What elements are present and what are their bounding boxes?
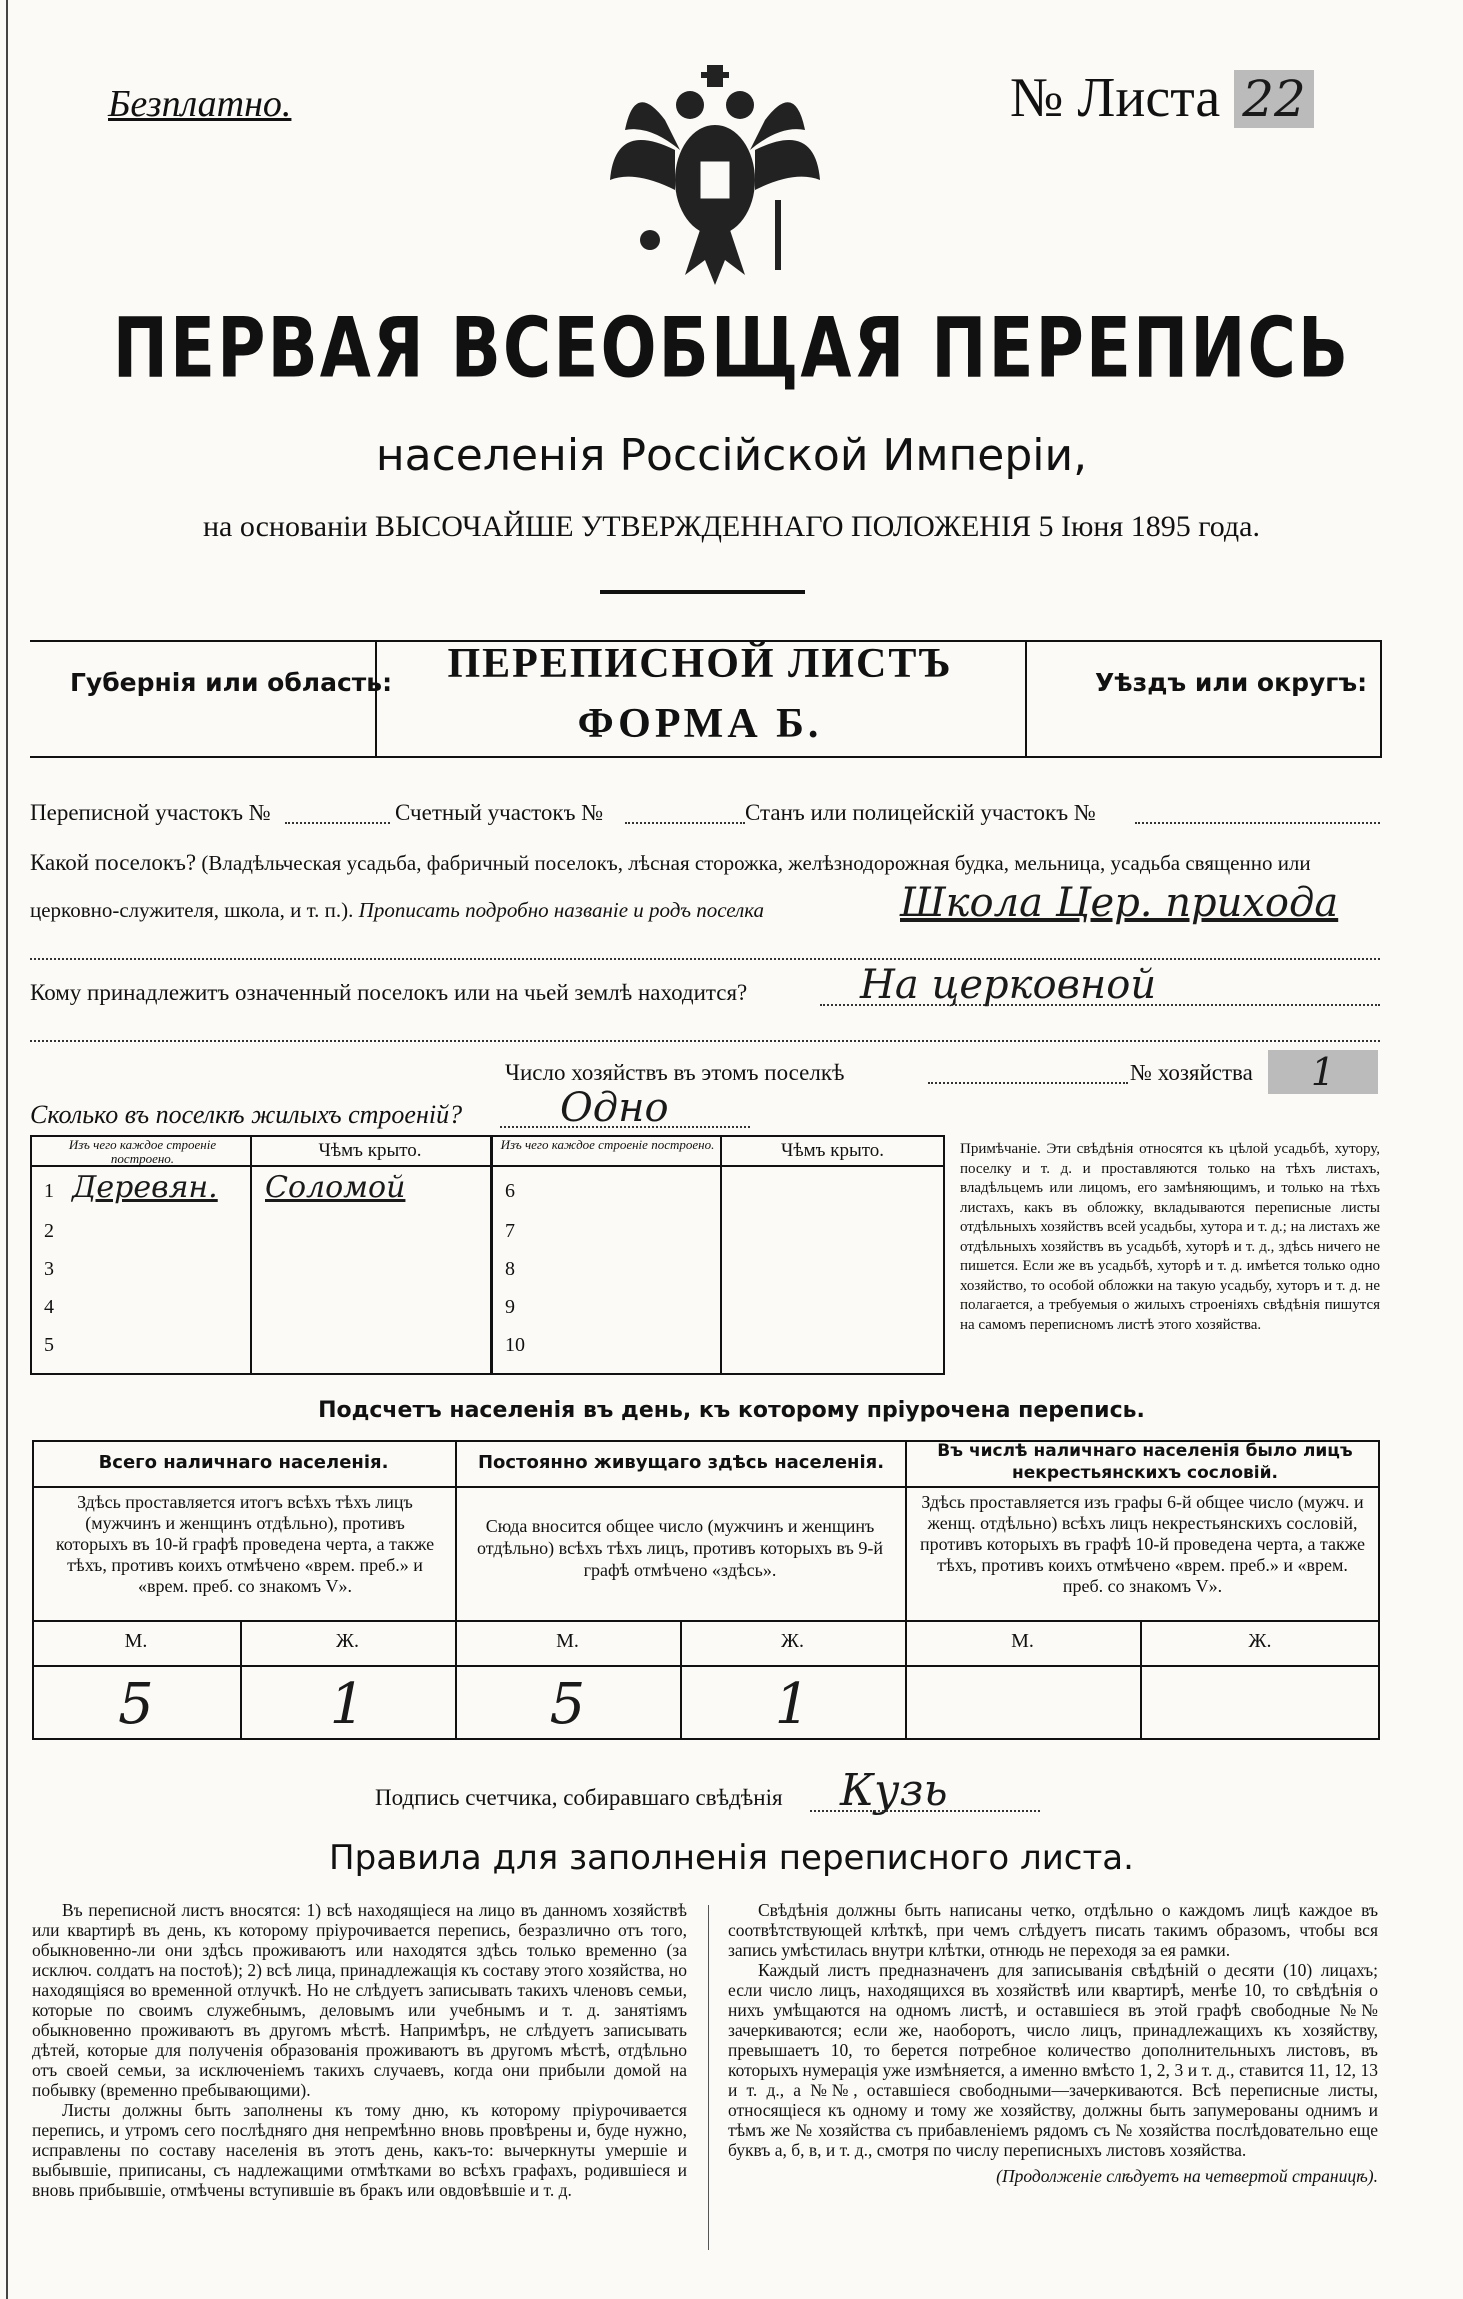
owner-dots — [820, 1004, 1380, 1006]
free-label: Безплатно. — [108, 83, 292, 125]
rules-left-paragraph-2: Листы должны быть заполнены къ тому дню, къ которому пріурочивается перепись, и утромъ сего послѣдняго дня непремѣнно вновь провѣрены и, буде нужно, исправлены по составу населенія въ этотъ день, какъ-то: вычеркнуты умершіе и выбывшіе, приписаны, съ надлежащими отмѣтками во всѣхъ графахъ, родившіеся и вновь прибывшіе, отмѣчены вступившіе въ бракъ или овдовѣвшіе и т. д. — [32, 2100, 687, 2200]
census-section-label: Переписной участокъ № — [30, 800, 271, 825]
population-col1-text: Здѣсь проставляется итогъ всѣхъ тѣхъ лицъ (мужчинъ и женщинъ отдѣльно), противъ которыхъ въ 10-й графѣ проведена черта, а также тѣхъ, противъ коихъ отмѣчено «врем. преб.» и «врем. преб. со знакомъ V». — [55, 1492, 435, 1596]
population-f-label: Ж. — [781, 1630, 804, 1652]
population-m-label: М. — [124, 1630, 148, 1652]
settlement-value: Школа Цер. прихода — [900, 880, 1339, 926]
buildings-row-number: 5 — [44, 1334, 54, 1356]
buildings-row-number: 7 — [505, 1220, 515, 1242]
household-no-value: 1 — [1268, 1050, 1378, 1094]
page-title: ПЕРВАЯ ВСЕОБЩАЯ ПЕРЕПИСЬ — [112, 300, 1351, 397]
population-mf-bottom-line — [32, 1665, 1380, 1667]
rules-right-paragraph-1: Свѣдѣнія должны быть написаны четко, отдѣльно о каждомъ лицѣ каждое въ соотвѣтствующей клѣткѣ, при чемъ слѣдуетъ писать такимъ образомъ, чтобы вся запись умѣстилась внутри клѣтки, отнюдь не переходя за ея рамки. — [728, 1900, 1378, 1960]
settlement-line-2-dots — [30, 958, 1380, 960]
count-section-dots — [625, 822, 745, 824]
buildings-row-number: 1 — [44, 1180, 54, 1202]
buildings-material-value: Деревян. — [72, 1170, 218, 1205]
buildings-row-number: 6 — [505, 1180, 515, 1202]
rules-title: Правила для заполненія переписного листа. — [329, 1838, 1134, 1878]
buildings-col-material-left: Изъ чего каждое строеніе построено. — [68, 1137, 217, 1166]
buildings-row-number: 4 — [44, 1296, 54, 1318]
households-label: Число хозяйствъ въ этомъ поселкѣ — [505, 1060, 845, 1085]
settlement-question-label: Какой поселокъ? — [30, 850, 197, 875]
population-col2-text: Сюда вносится общее число (мужчинъ и женщинъ отдѣльно) всѣхъ тѣхъ лицъ, противъ которыхъ въ 9-й графѣ отмѣчено «здѣсь». — [477, 1516, 883, 1580]
rules-continued: (Продолженіе слѣдуетъ на четвертой страницѣ). — [996, 2166, 1378, 2186]
settlement-hint-line-2 — [30, 898, 764, 923]
settlement-question — [30, 850, 1380, 876]
sheet-number-value: 22 — [1234, 70, 1314, 128]
owner-line-2-dots — [30, 1040, 1380, 1042]
form-box-right-edge — [1380, 640, 1382, 758]
note-text: Примѣчаніе. Эти свѣдѣнія относятся къ цѣлой усадьбѣ, хутору, поселку и т. д. и проставляются только на тѣхъ листахъ, владѣльцемъ или лицомъ, его замѣняющимъ, и только на тѣхъ листахъ, какъ въ обложку, вкладываются переписные листы отдѣльныхъ хозяйствъ всей усадьбы, хутора и т. д.; на листахъ же отдѣльныхъ хозяйствъ въ усадьбѣ, хуторѣ и т. д., здѣсь ничего не пишется. Если же въ усадьбѣ, хуторѣ и т. д. имѣется только одно хозяйство, то особой обложки на такую усадьбу, хуторъ и т. д. не полагается, а требуемыя о жилыхъ строеніяхъ свѣдѣнія пишутся на самомъ переписномъ листѣ этого хозяйства. — [960, 1141, 1380, 1333]
sheet-title: ПЕРЕПИСНОЙ ЛИСТЪ — [447, 641, 953, 687]
buildings-table-divider-left — [250, 1135, 252, 1375]
households-dots — [928, 1082, 1128, 1084]
buildings-row-number: 2 — [44, 1220, 54, 1242]
imperial-eagle-emblem — [595, 60, 835, 300]
sheet-number-label — [1010, 66, 1314, 130]
household-no-label: № хозяйства — [1130, 1060, 1253, 1085]
population-f-label: Ж. — [336, 1630, 359, 1652]
rules-right-col — [728, 1900, 1378, 2186]
police-section-label: Станъ или полицейскій участокъ № — [745, 800, 1096, 825]
settlement-hint-3: Прописать подробно названіе и родъ поселка — [358, 898, 765, 922]
population-title-line — [32, 1486, 1380, 1488]
population-resident-male: 5 — [549, 1672, 586, 1737]
population-title: Подсчетъ населенія въ день, къ которому пріурочена перепись. — [318, 1398, 1145, 1423]
population-m-label: М. — [1011, 1630, 1034, 1652]
population-total-male: 5 — [118, 1672, 154, 1737]
page-subtitle: населенія Россійской Имперіи, — [375, 430, 1088, 481]
buildings-table-divider-mid — [490, 1135, 493, 1375]
population-col3-text: Здѣсь проставляется изъ графы 6-й общее число (мужч. и женщ. отдѣльно) всѣхъ лицъ некрестьянскихъ сословій, противъ которыхъ въ графѣ 10-й проведена черта, а также тѣхъ, противъ коихъ отмѣчено «врем. преб.» и «врем. преб. со знакомъ V». — [920, 1492, 1365, 1596]
buildings-col-material-right: Изъ чего каждое строеніе построено. — [500, 1137, 715, 1152]
rules-right-paragraph-2: Каждый листъ предназначенъ для записыванія свѣдѣній о десяти (10) лицахъ; если число лицъ, находящихся въ хозяйствѣ или квартирѣ, менѣе 10, то свѣдѣнія о нихъ умѣщаются на одномъ листѣ, и оставшіеся въ этой графѣ свободные №№ зачеркиваются; если же, наоборотъ, число лицъ, принадлежащихъ къ хозяйству, превышаетъ 10, то берется потребное количество дополнительныхъ листовъ, въ которыхъ нумерація уже измѣняется, а именно вмѣсто 1, 2, 3 и т. д., ставится 11, 12, 13 и т. д., а №№, оставшіеся свободными—зачеркиваются. Всѣ переписные листы, относящіеся къ одному и тому же хозяйству, должны быть запумерованы однимъ и тѣмъ же № хозяйства съ прибавленіемъ рядомъ съ № хозяйства послѣдовательно еще буквъ а, б, в, и т. д., смотря по числу переписныхъ листовъ хозяйства. — [728, 1960, 1378, 2160]
population-resident-female: 1 — [774, 1672, 811, 1737]
population-col1-title: Всего наличнаго населенія. — [98, 1452, 389, 1473]
signature-dots — [810, 1810, 1040, 1812]
form-box-right-divider — [1025, 640, 1027, 758]
settlement-hint-2: церковно-служителя, школа, и т. п.). — [30, 898, 354, 922]
buildings-row-number: 3 — [44, 1258, 54, 1280]
census-section-dots — [285, 822, 390, 824]
count-section-label: Счетный участокъ № — [395, 800, 604, 825]
buildings-value: Одно — [560, 1085, 669, 1131]
header-divider — [600, 590, 805, 594]
settlement-hint-1: (Владѣльческая усадьба, фабричный поселокъ, лѣсная сторожка, желѣзнодорожная будка, мельница, усадьба священно или — [201, 851, 1311, 875]
signature-value: Кузь — [840, 1765, 948, 1816]
owner-value: На церковной — [860, 962, 1157, 1008]
population-m-label: М. — [556, 1630, 579, 1652]
buildings-roof-value: Соломой — [265, 1170, 406, 1205]
buildings-table-divider-right — [720, 1135, 722, 1375]
buildings-row-number: 8 — [505, 1258, 515, 1280]
form-box-bottom — [30, 756, 1380, 758]
sheet-number-label-text: № Листа — [1010, 67, 1221, 129]
buildings-row-number: 9 — [505, 1296, 515, 1318]
rules-column-divider — [708, 1905, 709, 2250]
population-total-female: 1 — [329, 1672, 366, 1737]
buildings-question: Сколько въ поселкѣ жилыхъ строеній? — [30, 1100, 463, 1129]
population-divider-2 — [905, 1440, 907, 1740]
district-label: Уѣздъ или округъ: — [1095, 668, 1368, 697]
population-f-label: Ж. — [1248, 1630, 1272, 1652]
police-section-dots — [1135, 822, 1380, 824]
buildings-col-roof-right: Чѣмъ крыто. — [780, 1140, 885, 1161]
buildings-col-roof-left: Чѣмъ крыто. — [318, 1140, 422, 1161]
form-label: ФОРМА Б. — [577, 701, 823, 747]
buildings-dots — [500, 1126, 750, 1128]
rules-left-paragraph-1: Въ переписной листъ вносятся: 1) всѣ находящіеся на лицо въ данномъ хозяйствѣ или квартирѣ въ день, къ которому пріурочивается перепись, безразлично отъ того, обыкновенно-ли они здѣсь проживаютъ или находятся здѣсь только временно (за исключ. солдатъ на постоѣ); 2) всѣ лица, принадлежащія къ составу этого хозяйства, но находящіяся во временной отлучкѣ. Но не слѣдуетъ записывать такихъ членовъ семьи, которые по своимъ служебнымъ, деловымъ или учебнымъ и т. д. занятіямъ обыкновенно проживаютъ въ другомъ мѣстѣ. Напримѣръ, не слѣдуетъ записывать дѣтей, которые для полученія образованія проживаютъ въ другомъ мѣстѣ, отдѣльно отъ своей семьи, за исключеніемъ такихъ случаевъ, когда они прибыли домой на побывку (временно пребывающими). — [32, 1900, 687, 2100]
signature-label: Подпись счетчика, собиравшаго свѣдѣнія — [375, 1785, 783, 1810]
province-label: Губернія или область: — [70, 668, 393, 697]
owner-question: Кому принадлежитъ означенный поселокъ или на чьей землѣ находится? — [30, 980, 748, 1005]
population-col3-title: Въ числѣ наличнаго населенія было лицъ некрестьянскихъ сословій. — [937, 1441, 1353, 1483]
basis-line: на основаніи ВЫСОЧАЙШЕ УТВЕРЖДЕННАГО ПОЛОЖЕНІЯ 5 Іюня 1895 года. — [203, 510, 1260, 543]
rules-left-col — [32, 1900, 687, 2200]
population-mf-top-line — [32, 1620, 1380, 1622]
population-col2-title: Постоянно живущаго здѣсь населенія. — [477, 1452, 885, 1473]
buildings-row-number: 10 — [505, 1334, 525, 1356]
